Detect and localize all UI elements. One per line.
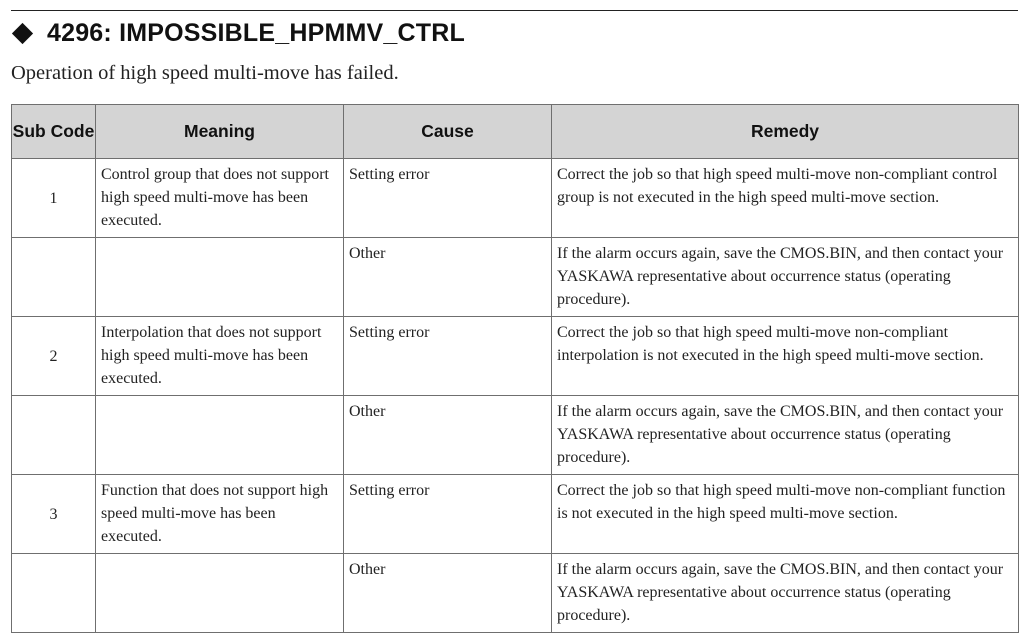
diamond-bullet-icon: [12, 22, 33, 43]
alarm-table: [11, 104, 1019, 633]
remedy-cell: Correct the job so that high speed multi-move non-compliant control group is not executed in the high speed multi-move section.: [552, 159, 1019, 238]
meaning-cell: Function that does not support high speed multi-move has been executed.: [96, 475, 344, 554]
sub-code-cell: 1: [12, 159, 96, 238]
table-header-row: [12, 105, 1019, 159]
cause-cell: Setting error: [344, 317, 552, 396]
cause-cell: Other: [344, 238, 552, 317]
header-sub-code: Sub Code: [12, 105, 96, 159]
remedy-cell: If the alarm occurs again, save the CMOS.BIN, and then contact your YASKAWA representative about occurrence status (operating procedure).: [552, 396, 1019, 475]
alarm-description: Operation of high speed multi-move has failed.: [11, 62, 399, 84]
meaning-cell: [96, 554, 344, 633]
sub-code-cell: [12, 396, 96, 475]
sub-code-cell: [12, 554, 96, 633]
header-cause: Cause: [344, 105, 552, 159]
remedy-cell: If the alarm occurs again, save the CMOS.BIN, and then contact your YASKAWA representative about occurrence status (operating procedure).: [552, 554, 1019, 633]
header-meaning: Meaning: [96, 105, 344, 159]
table-row: [12, 475, 1019, 554]
sub-code-cell: 3: [12, 475, 96, 554]
cause-cell: Setting error: [344, 475, 552, 554]
sub-code-cell: 2: [12, 317, 96, 396]
cause-cell: Other: [344, 396, 552, 475]
cause-cell: Other: [344, 554, 552, 633]
table-row: [12, 238, 1019, 317]
table-row: [12, 317, 1019, 396]
meaning-cell: Control group that does not support high speed multi-move has been executed.: [96, 159, 344, 238]
cause-cell: Setting error: [344, 159, 552, 238]
remedy-cell: Correct the job so that high speed multi-move non-compliant function is not executed in the high speed multi-move section.: [552, 475, 1019, 554]
meaning-cell: [96, 396, 344, 475]
header-remedy: Remedy: [552, 105, 1019, 159]
remedy-cell: Correct the job so that high speed multi-move non-compliant interpolation is not executed in the high speed multi-move section.: [552, 317, 1019, 396]
table-row: [12, 159, 1019, 238]
remedy-cell: If the alarm occurs again, save the CMOS.BIN, and then contact your YASKAWA representative about occurrence status (operating procedure).: [552, 238, 1019, 317]
table-row: [12, 554, 1019, 633]
meaning-cell: Interpolation that does not support high speed multi-move has been executed.: [96, 317, 344, 396]
sub-code-cell: [12, 238, 96, 317]
alarm-heading: [12, 17, 465, 49]
meaning-cell: [96, 238, 344, 317]
table-row: [12, 396, 1019, 475]
top-divider: [11, 10, 1018, 11]
alarm-title: 4296: IMPOSSIBLE_HPMMV_CTRL: [47, 18, 465, 47]
